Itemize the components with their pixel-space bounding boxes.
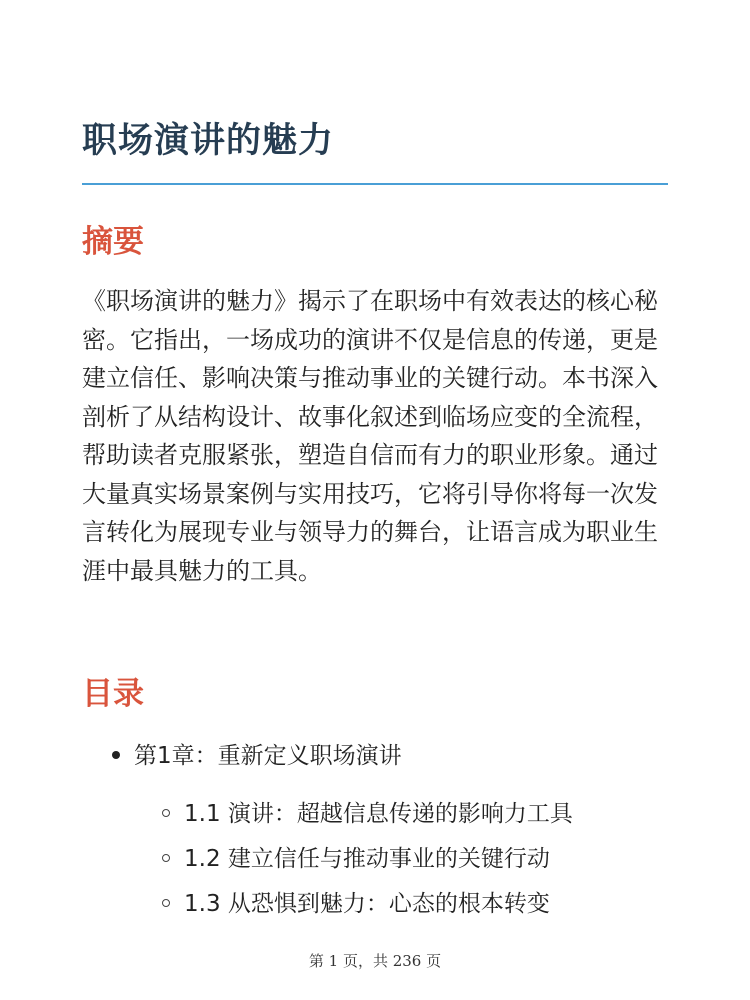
toc-section-item[interactable] (162, 886, 550, 922)
toc-section-label: 1.2 建立信任与推动事业的关键行动 (184, 846, 550, 872)
document-title: 职场演讲的魅力 (82, 121, 335, 161)
toc-section-label: 1.1 演讲：超越信息传递的影响力工具 (184, 801, 573, 827)
abstract-heading: 摘要 (82, 224, 144, 260)
toc-section-item[interactable] (162, 796, 573, 832)
abstract-body: 《职场演讲的魅力》揭示了在职场中有效表达的核心秘密。它指出，一场成功的演讲不仅是信息的传递，更是建立信任、影响决策与推动事业的关键行动。本书深入剖析了从结构设计、故事化叙述到临场应变的全流程，帮助读者克服紧张，塑造自信而有力的职业形象。通过大量真实场景案例与实用技巧，它将引导你将每一次发言转化为展现专业与领导力的舞台，让语言成为职业生涯中最具魅力的工具。 (82, 287, 658, 585)
bullet-circle-icon (162, 809, 170, 817)
bullet-circle-icon (162, 899, 170, 907)
title-divider (82, 183, 668, 185)
toc-section-label: 1.3 从恐惧到魅力：心态的根本转变 (184, 891, 550, 917)
toc-heading: 目录 (82, 676, 144, 712)
toc-section-item[interactable] (162, 841, 550, 877)
toc-chapter-item[interactable] (112, 738, 402, 774)
page-footer: 第 1 页，共 236 页 (308, 952, 442, 970)
toc-chapter-label: 第1章：重新定义职场演讲 (134, 743, 402, 769)
bullet-circle-icon (162, 854, 170, 862)
bullet-disc-icon (112, 751, 120, 759)
